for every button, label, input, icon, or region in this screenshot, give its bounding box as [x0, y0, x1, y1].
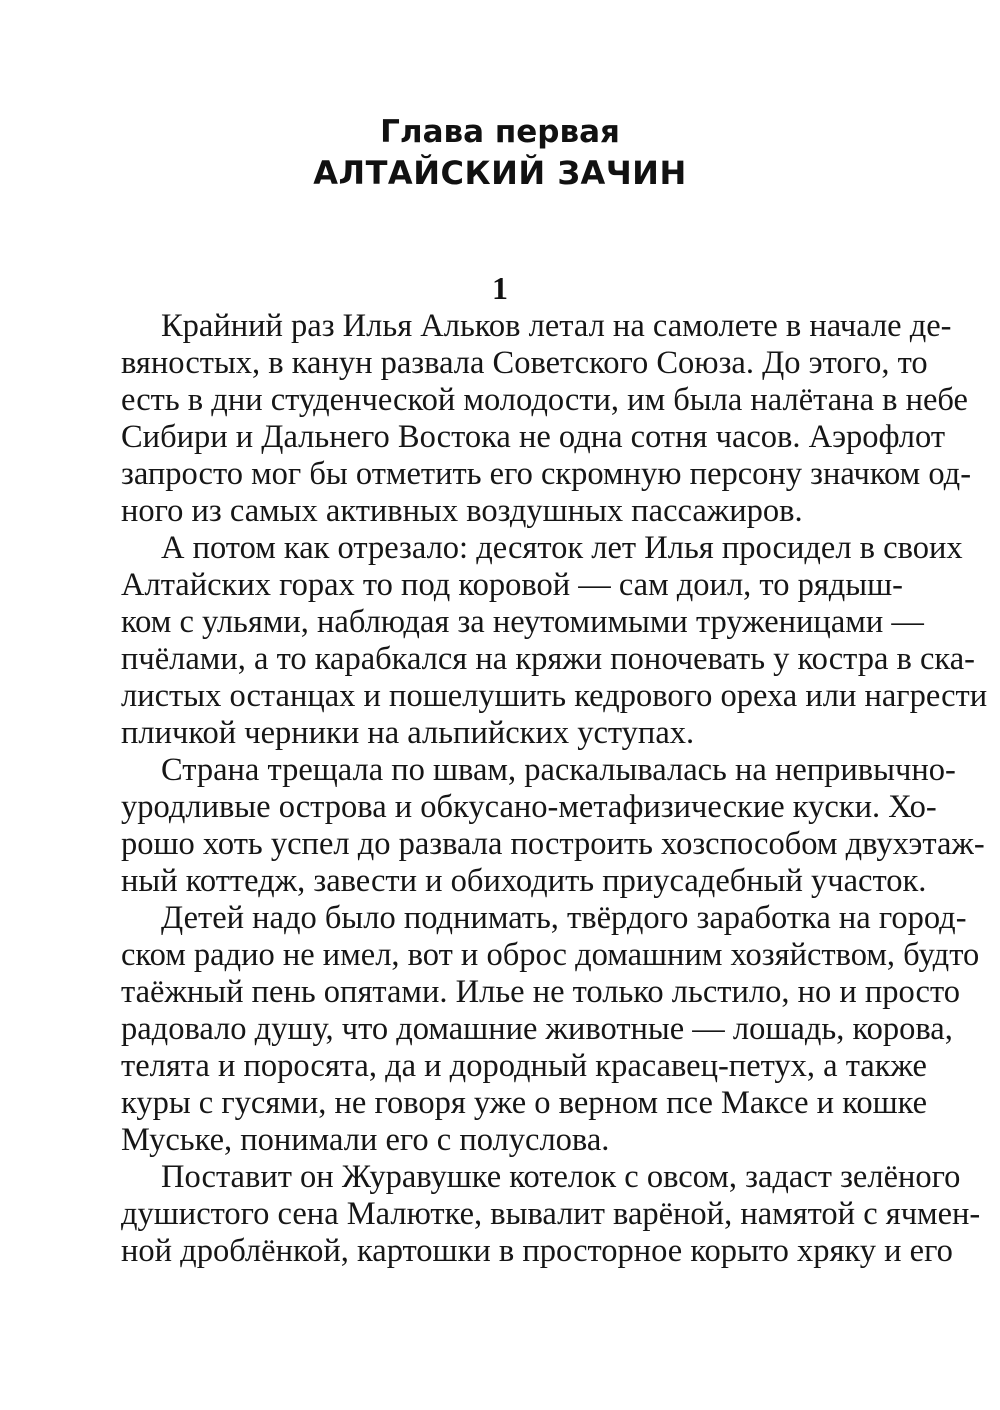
text-line: пчёлами, а то карабкался на кряжи поночевать у костра в ска-	[121, 641, 975, 677]
text-line: таёжный пень опятами. Илье не только льстило, но и просто	[121, 974, 961, 1010]
text-line: уродливые острова и обкусано-метафизические куски. Хо-	[121, 789, 937, 825]
text-line: куры с гусями, не говоря уже о верном псе Максе и кошке	[121, 1085, 928, 1121]
text-line: Поставит он Журавушке котелок с овсом, задаст зелёного	[161, 1159, 961, 1195]
text-line: пличкой черники на альпийских уступах.	[121, 715, 695, 751]
section-number: 1	[492, 270, 508, 306]
text-line: ной дроблёнкой, картошки в просторное корыто хряку и его	[121, 1233, 953, 1269]
text-line: ного из самых активных воздушных пассажиров.	[121, 493, 803, 529]
text-line: Муське, понимали его с полуслова.	[121, 1122, 610, 1158]
text-line: запросто мог бы отметить его скромную персону значком од-	[121, 456, 972, 492]
text-line: телята и поросята, да и дородный красавец-петух, а также	[121, 1048, 927, 1084]
text-line: А потом как отрезало: десяток лет Илья просидел в своих	[161, 530, 963, 566]
text-line: листых останцах и пошелушить кедрового ореха или нагрести	[121, 678, 988, 714]
text-line: Крайний раз Илья Альков летал на самолете в начале де-	[161, 308, 952, 344]
text-line: рошо хоть успел до развала построить хозспособом двухэтаж-	[121, 826, 985, 862]
text-line: Страна трещала по швам, раскалывалась на непривычно-	[161, 752, 956, 788]
text-line: ком с ульями, наблюдая за неутомимыми труженицами —	[121, 604, 924, 640]
text-line: Сибири и Дальнего Востока не одна сотня часов. Аэрофлот	[121, 419, 946, 455]
text-line: душистого сена Малютке, вывалит варёной, намятой с ячмен-	[121, 1196, 981, 1232]
text-line: ском радио не имел, вот и оброс домашним хозяйством, будто	[121, 937, 980, 973]
chapter-title: АЛТАЙСКИЙ ЗАЧИН	[313, 154, 687, 192]
text-line: вяностых, в канун развала Советского Союза. До этого, то	[121, 345, 928, 381]
text-line: Алтайских горах то под коровой — сам доил, то рядыш-	[121, 567, 903, 603]
text-line: Детей надо было поднимать, твёрдого заработка на город-	[161, 900, 967, 936]
text-line: ный коттедж, завести и обиходить приусадебный участок.	[121, 863, 927, 899]
text-line: есть в дни студенческой молодости, им была налётана в небе	[121, 382, 968, 418]
chapter-label: Глава первая	[380, 114, 620, 150]
text-line: радовало душу, что домашние животные — лошадь, корова,	[121, 1011, 953, 1047]
